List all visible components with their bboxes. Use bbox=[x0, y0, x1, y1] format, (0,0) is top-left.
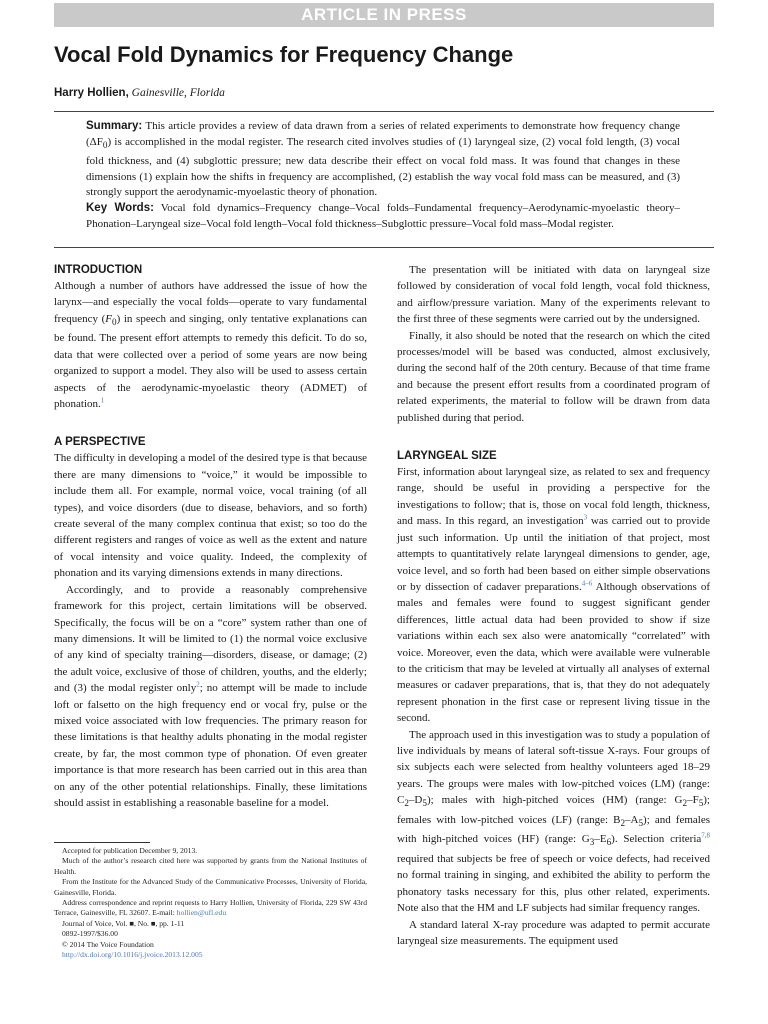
summary-paragraph bbox=[86, 119, 680, 201]
note-subscript: 2 bbox=[682, 798, 688, 809]
footnote-rule bbox=[54, 842, 150, 843]
reference-link[interactable]: 4–6 bbox=[581, 579, 593, 588]
author-name: Harry Hollien, bbox=[54, 87, 129, 99]
lar2-text: –F bbox=[687, 794, 699, 807]
note-subscript: 6 bbox=[606, 837, 612, 848]
note-subscript: 2 bbox=[620, 817, 626, 828]
lar2-text: The approach used in this investigation was to study a population of live individuals by means of lateral soft-tissue X-rays. Four groups of six subjects each were selected from healthy volunteers aged 18–29 years. The groups were males with low-pitched voices (LM) (range: C bbox=[397, 728, 710, 807]
summary-text: This article provides a review of data drawn from a series of related experiments to demonstrate how frequency change (ΔF bbox=[86, 120, 680, 148]
reference-link[interactable]: 3 bbox=[583, 513, 588, 522]
footnote-journal: Journal of Voice, Vol. ■, No. ■, pp. 1-11 bbox=[62, 918, 185, 928]
doi-link[interactable]: http://dx.doi.org/10.1016/j.jvoice.2013.12.005 bbox=[62, 950, 203, 960]
footnote-copyright: © 2014 The Voice Foundation bbox=[62, 939, 154, 949]
keywords-text: Vocal fold dynamics–Frequency change–Vocal folds–Fundamental frequency–Aerodynamic-myoelastic theory–Phonation–Laryngeal size–Vocal fold length–Vocal fold thickness–Subglottic pressure–Vocal fold mass–Modal register. bbox=[86, 202, 680, 230]
note-subscript: 5 bbox=[698, 798, 704, 809]
lar-text-cont: was carried out to provide just such information. Up until the initiation of that project, most attempts to quantitatively relate laryngeal dimensions to gender, age, voice level, and so forth had been based on either simple observations or by dissection of cadaver preparations. bbox=[397, 515, 710, 593]
footnote-grants: Much of the author’s research cited here was supported by grants from the National Institutes of Health. bbox=[54, 856, 367, 876]
keywords-label: Key Words: bbox=[86, 202, 154, 215]
lar2-text: ); females with low-pitched voices (LF) (range: B bbox=[397, 794, 710, 826]
reference-link[interactable]: 2 bbox=[196, 680, 200, 689]
lar2-text: –E bbox=[594, 833, 607, 846]
keywords-paragraph bbox=[86, 201, 680, 233]
lar2-text-end: required that subjects be free of speech or voice defects, had received no formal training in singing, and exhibited the ability to perform the phonatory tasks necessary for this, plus other related, experiments. Note also that the HM and LF subjects had similar frequency ranges. bbox=[397, 852, 710, 915]
presentation-paragraph-2: Finally, it also should be noted that the research on which the cited processes/model will be based was conducted, almost exclusively, during the second half of the 20th century. Because of that time frame and because the present effort results from a coordinated program of related experiments, the material to follow will be drawn from data published during that period. bbox=[397, 329, 710, 424]
perspective-text-cont: ; no attempt will be made to include loft or falsetto on the high frequency end or vocal fry, pulse or the mixed voice associated with low frequencies. The primary reason for these limitations is that healthy adults phonating in the modal register create, by far, the most common type of phonation. Of even greater importance is that more research has been carried out in this area than on any of the other potential relationships. Finally, these limitations should assist in establishing a reasonable baseline for a model. bbox=[54, 682, 368, 809]
laryngeal-paragraph-1 bbox=[397, 464, 710, 727]
laryngeal-paragraph-3: A standard lateral X-ray procedure was adapted to permit accurate laryngeal size measurements. The equipment used bbox=[397, 918, 710, 947]
abstract bbox=[86, 119, 680, 233]
footnote-doi bbox=[54, 950, 367, 960]
lar2-text: ). Selection criteria bbox=[611, 833, 702, 846]
presentation-paragraph-1: The presentation will be initiated with data on laryngeal size followed by consideration of vocal fold length, vocal fold thickness, and airflow/pressure variation. Many of the experiments relevant to the first three of these segments were carried out by the undersigned. bbox=[397, 264, 710, 326]
footnote-issn: 0892-1997/$36.00 bbox=[62, 929, 118, 939]
summary-label: Summary: bbox=[86, 120, 143, 132]
left-column bbox=[54, 262, 367, 811]
summary-subscript: 0 bbox=[102, 139, 108, 150]
summary-text-cont: ) is accomplished in the modal register. The research cited involves studies of (1) laryngeal size, (2) vocal fold length, (3) vocal fold thickness, and (4) subglottic pressure; new data describe their effect on vocal fold mass. It was found that changes in these dimensions (1) explain how the shifts in frequency are accomplished, (2) establish the way vocal fold mass can be measured, and (3) strongly support the aerodynamic-myoelastic theory of phonation. bbox=[86, 135, 680, 199]
author-line bbox=[54, 85, 225, 101]
lar2-text: –D bbox=[408, 794, 423, 807]
introduction-heading: INTRODUCTION bbox=[54, 264, 143, 276]
article-in-press-banner: ARTICLE IN PRESS bbox=[54, 3, 714, 27]
lar-text-end: Although observations of males and females were found to suggest significant gender differences, little actual data had been provided to show if size variations within each sex also were anatomically “correlated” with voice. Moreover, even the data, which were available were vulnerable to the criticism that may be leveled at virtually all analyses of external measures or cadaver preparations, that is, that they do not adequately represent phonation in the first case or represent living tissue in the second. bbox=[397, 580, 710, 725]
intro-text-cont: ) in speech and singing, only tentative explanations can be found. The present effort attempts to remedy this deficit. To do so, data that were collected over a period of some years are now being organized to support a model. They also will be used to assess certain aspects of the aerodynamic-myoelastic theory (ADMET) of phonation. bbox=[54, 312, 367, 411]
reference-link[interactable]: 1 bbox=[100, 396, 105, 405]
lar2-text: ); and females with high-pitched voices (HF) (range: G bbox=[397, 813, 710, 846]
intro-subscript: 0 bbox=[112, 317, 117, 327]
footnotes bbox=[54, 846, 367, 960]
laryngeal-paragraph-2 bbox=[397, 727, 710, 917]
right-column bbox=[397, 262, 710, 949]
footnote-accepted: Accepted for publication December 9, 2013. bbox=[62, 846, 198, 855]
author-affiliation: Gainesville, Florida bbox=[131, 87, 225, 99]
note-subscript: 2 bbox=[404, 798, 409, 809]
reference-link[interactable]: 7,8 bbox=[701, 831, 711, 840]
note-subscript: 5 bbox=[422, 798, 427, 809]
lar-text: First, information about laryngeal size, as related to sex and frequency range, should be useful in providing a perspective for the investigations to follow; that is, those on vocal fold length, thickness, and mass. In this regard, an investigation bbox=[397, 466, 710, 528]
laryngeal-size-heading: LARYNGEAL SIZE bbox=[397, 450, 497, 463]
lar2-text: ); males with high-pitched voices (HM) (range: G bbox=[426, 794, 683, 807]
introduction-paragraph bbox=[54, 278, 367, 412]
footnote-address bbox=[54, 898, 367, 919]
footnote-address-text: Address correspondence and reprint requests to Harry Hollien, University of Florida, 229 SW 43rd Terrace, Gainesville, FL 32607. E-mail: bbox=[54, 898, 367, 918]
lar2-text: –A bbox=[625, 813, 639, 826]
intro-text: Although a number of authors have addressed the issue of how the larynx—and especially the vocal folds—operate to vary fundamental frequency ( bbox=[54, 280, 367, 325]
intro-f-symbol: F bbox=[105, 312, 112, 325]
perspective-text: Accordingly, and to provide a reasonably comprehensive framework for this project, certain limitations will be observed. Specifically, the focus will be on a “core” system rather than one of many dimensions. It will be limited to (1) the normal voice exclusive of any kind of specialty training—disorders, disease, or damage; (2) the adult voice, exclusive of those of children, youths, and the elderly; and (3) the modal register only bbox=[54, 583, 367, 695]
perspective-paragraph-1: The difficulty in developing a model of the desired type is that because there are many dimensions to “voice,” it would be impossible to include them all. For example, normal voice, vocal training (of all types), and voice disorders (due to disease, behaviors, and so forth) create several of the many complex continua that exist; so too do the different registers and ranges of voice as well as the extent and nature of vocal intensity and voice quality. Indeed, the complexity of phonation and its varying dimensions extends in many directions. bbox=[54, 452, 367, 580]
email-link[interactable]: hollien@ufl.edu bbox=[176, 908, 227, 918]
perspective-heading: A PERSPECTIVE bbox=[54, 436, 146, 449]
article-title: Vocal Fold Dynamics for Frequency Change bbox=[54, 42, 514, 67]
note-subscript: 3 bbox=[589, 837, 595, 848]
perspective-paragraph-2 bbox=[54, 582, 367, 812]
footnote-institute: From the Institute for the Advanced Study of the Communicative Processes, University of Florida, Gainesville, Florida. bbox=[54, 877, 367, 897]
note-subscript: 5 bbox=[638, 817, 644, 828]
